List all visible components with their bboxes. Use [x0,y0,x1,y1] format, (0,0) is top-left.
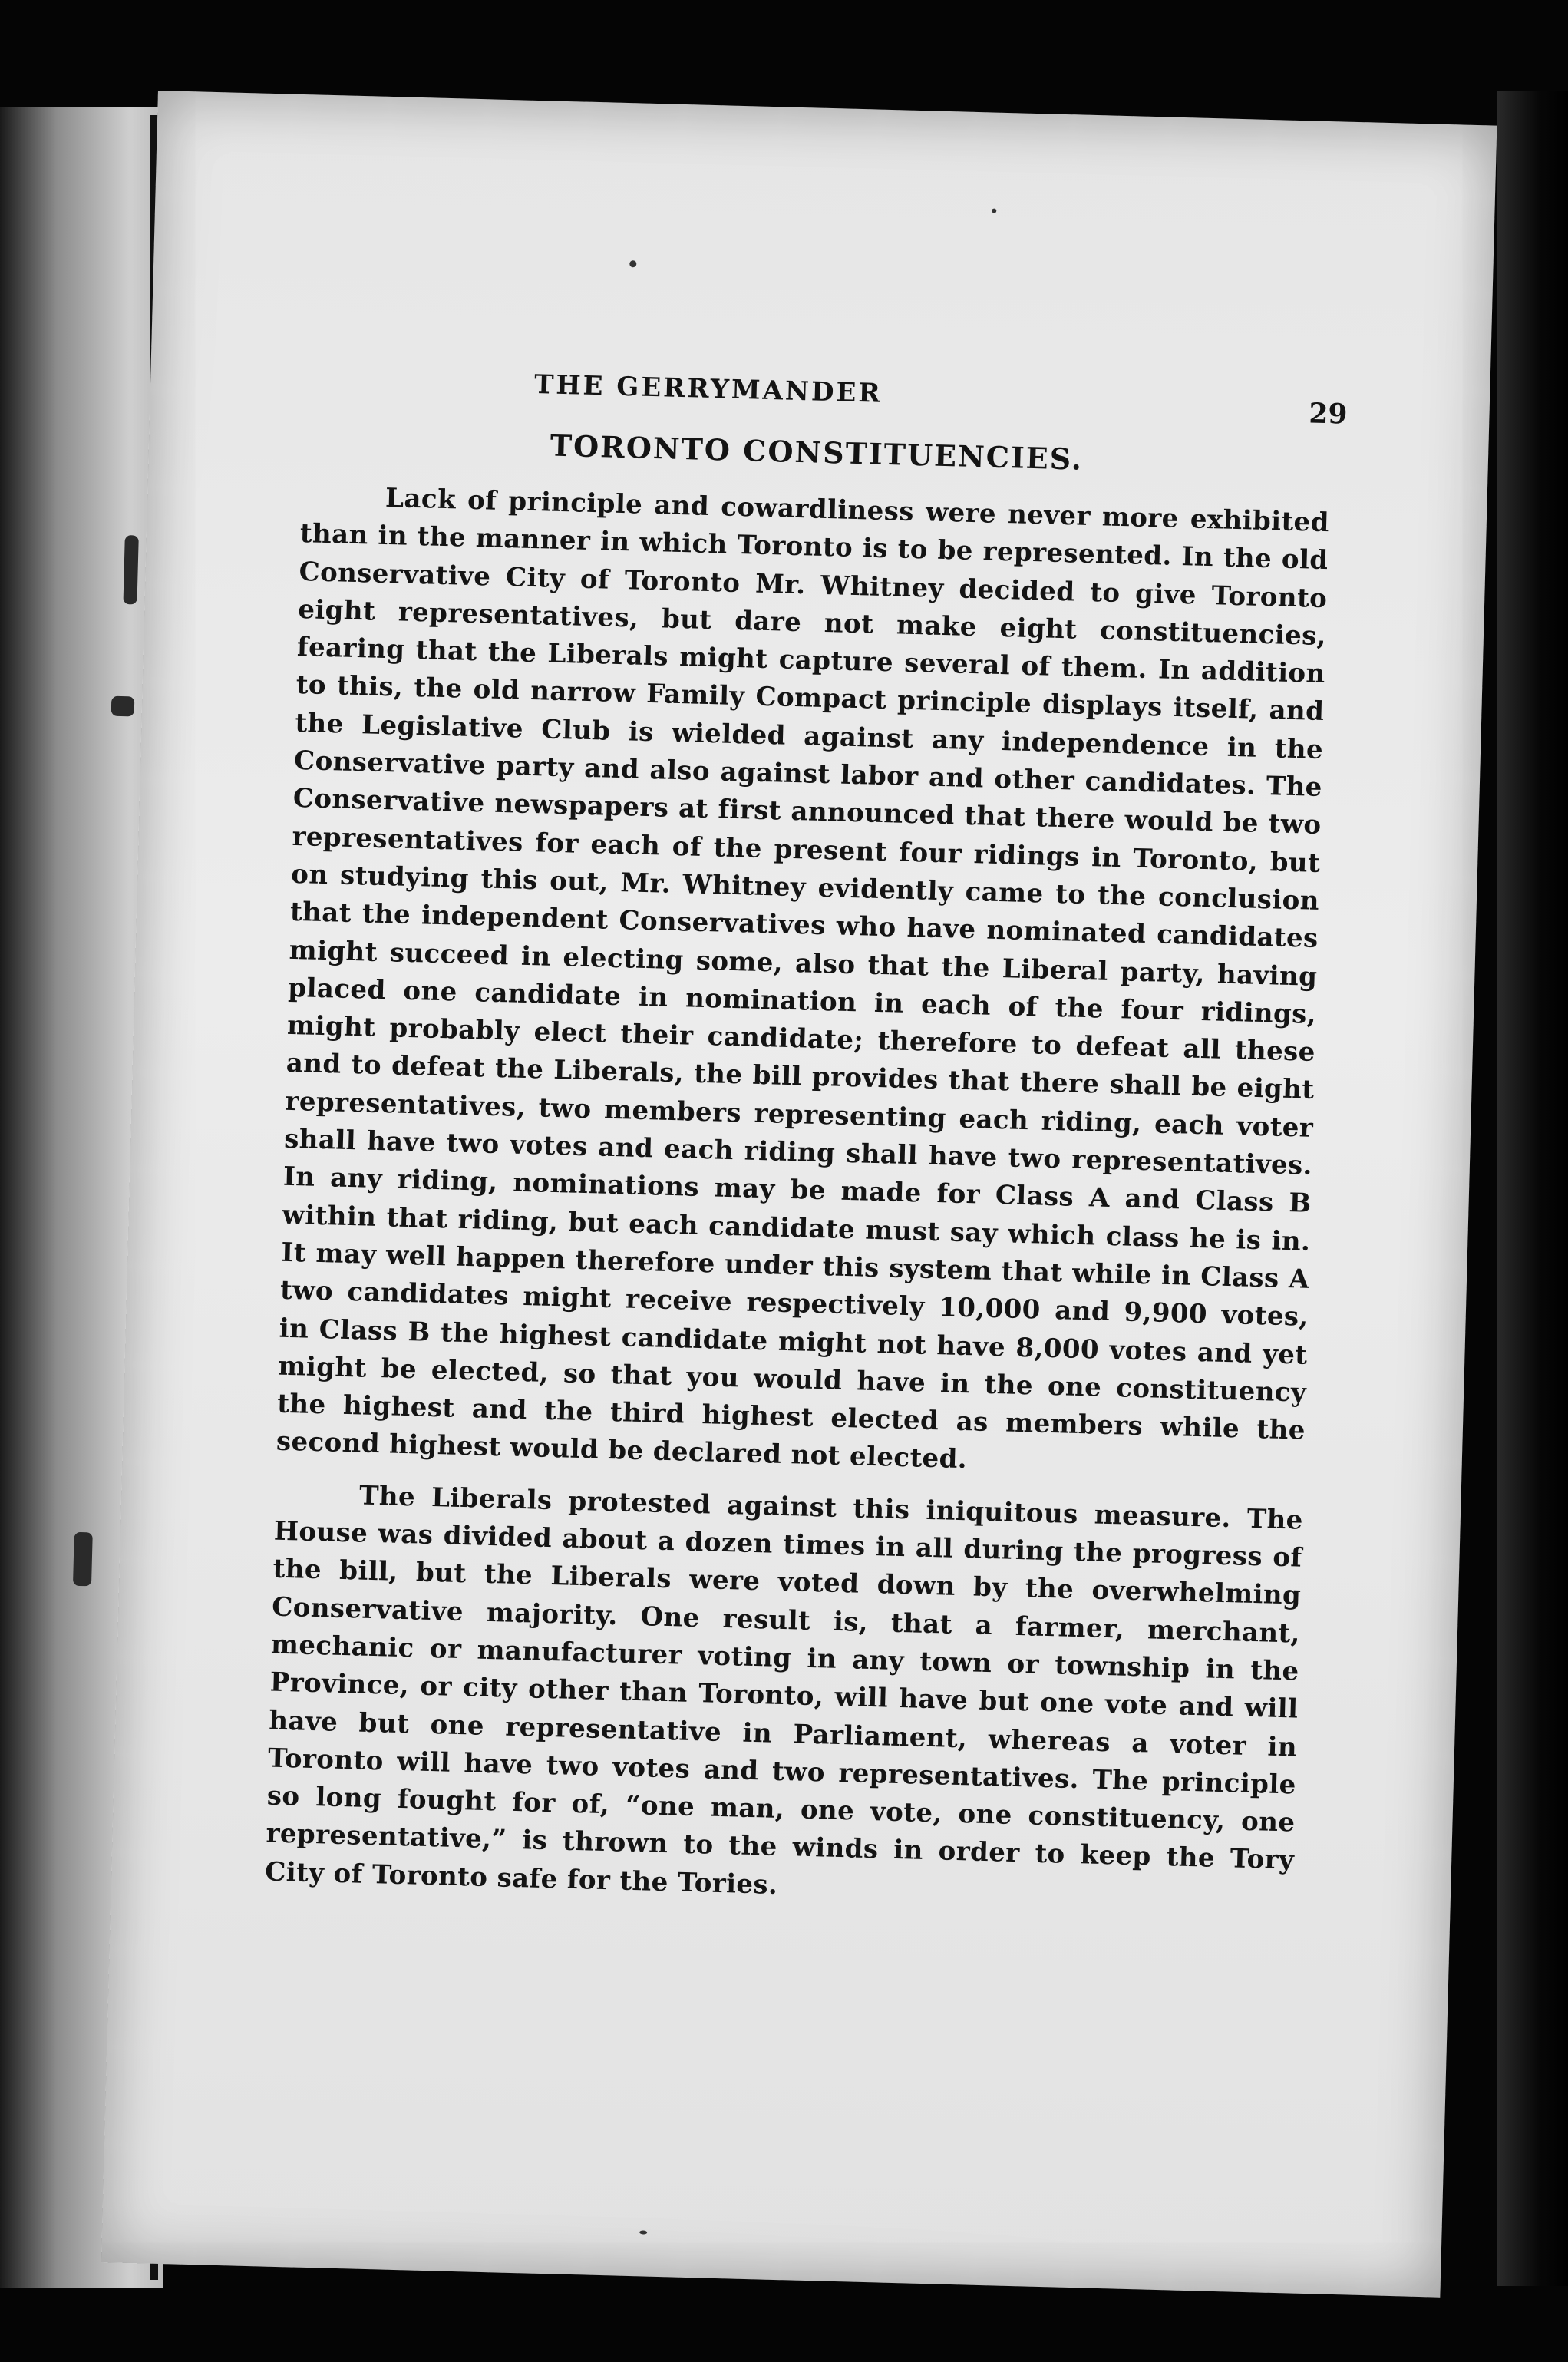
scan-speck [992,208,996,213]
scan-speck [629,260,636,267]
binding-mark [73,1532,93,1587]
book-page [101,91,1497,2298]
body-paragraph: Lack of principle and cowardliness were never more exhibited than in the manner in which Toronto is to be represented. In the old Conservative City of Toronto Mr. Whitney decided to give Toronto eight representatives, but dare not make eight constituencies, fearing that the Liberals might capture several of them. In addition to this, the old narrow Family Compact principle displays itself, and the Legislative Club is wielded against any independence in the Conservative party and also against labor and other candidates. The Conservative newspapers at first announced that there would be two representatives for each of the present four ridings in Toronto, but on studying this out, Mr. Whitney evidently came to the conclusion that the independent Conservatives who have nominated candidates might succeed in electing some, also that the Liberal party, having placed one candidate in nomination in each of the four ridings, might probably elect their candidate; therefore to defeat all these and to defeat the Liberals, the bill provides that there shall be eight representatives, two members representing each riding, each voter shall have two votes and each riding shall have two representatives. In any riding, nominations may be made for Class A and Class B within that riding, but each candidate must say which class he is in. It may well happen therefore under this system that while in Class A two candidates might receive respectively 10,000 and 9,900 votes, in Class B the highest candidate might not have 8,000 votes and yet might be elected, so that you would have in the one constituency the highest and the third highest elected as members while the second highest would be declared not elected. [276,482,1330,1475]
binding-mark [123,535,138,604]
scan-speck [639,2230,647,2234]
binding-mark [111,696,135,717]
section-title: TORONTO CONSTITUENCIES. [550,428,1084,477]
page-content [264,363,1348,1918]
body-paragraph: The Liberals protested against this iniquitous measure. The House was divided about a dozen times in all during the progress of the bill, but the Liberals were voted down by the overwhelming Conservative majority. One result is, that a farmer, merchant, mechanic or manufacturer voting in any town or township in the Province, or city other than Toronto, will have but one vote and will have but one representative in Parliament, whereas a voter in Toronto will have two votes and two representatives. The principle so long fought for of, “one man, one vote, one constituency, one representative,” is thrown to the winds in order to keep the Tory City of Toronto safe for the Tories. [264,1480,1304,1901]
page-number: 29 [1308,397,1348,431]
running-head-title: THE GERRYMANDER [533,368,883,409]
right-shadow [1497,91,1568,2286]
